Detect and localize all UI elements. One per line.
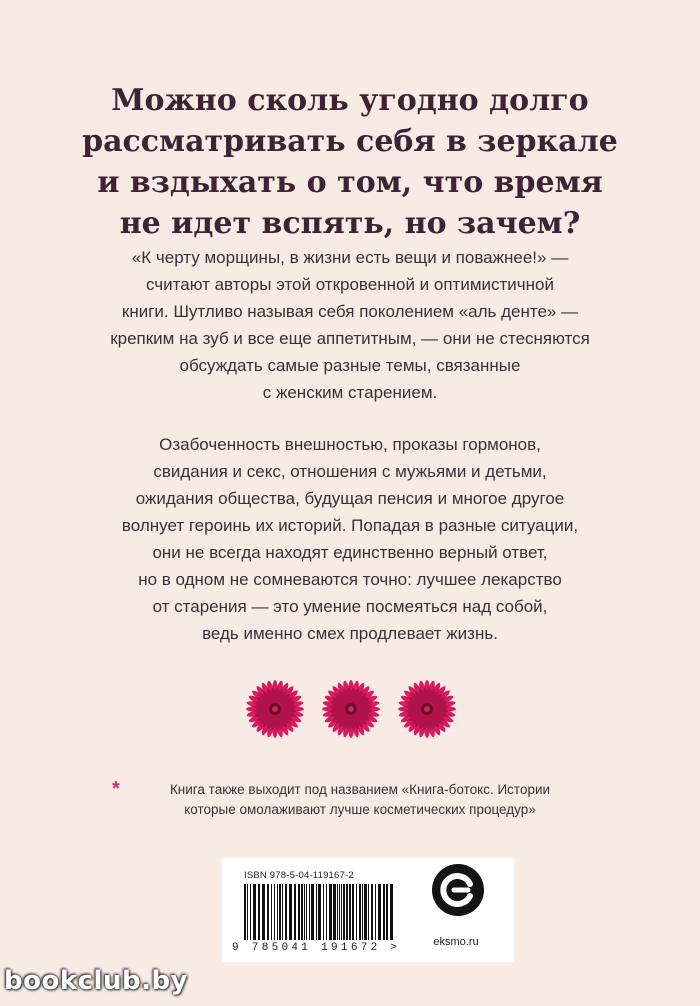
text-line: они не всегда находят единственно верный ответ, (152, 543, 548, 562)
headline-line: рассматривать себя в зеркале (82, 124, 618, 159)
note-line: Книга также выходит под названием «Книга-ботокс. Истории (169, 782, 551, 797)
alternate-title-note (100, 780, 620, 820)
publisher-logo (430, 862, 490, 923)
text-line: ведь именно смех продлевает жизнь. (202, 624, 498, 643)
text-line: крепким на зуб и все еще аппетитным, — они не стесняются (110, 329, 590, 348)
text-line: ожидания общества, будущая пенсия и многое другое (135, 489, 565, 508)
text-line: Озабоченность внешностью, проказы гормонов, (159, 435, 541, 454)
text-line: но в одном не сомневаются точно: лучшее лекарство (138, 570, 562, 589)
description-paragraph-2 (40, 431, 660, 647)
barcode-digits: 9 785041 191672 > (232, 942, 401, 954)
text-line: волнует героинь их историй. Попадая в разные ситуации, (121, 516, 579, 535)
flower-icon (398, 680, 456, 738)
headline-line: и вздыхать о том, что время (97, 165, 603, 200)
note-line: которые омолаживают лучше косметических процедур» (184, 802, 536, 817)
isbn-label: ISBN 978-5-04-119167-2 (244, 870, 354, 881)
eksmo-logo-icon (430, 862, 486, 918)
headline-line: не идет вспять, но зачем? (119, 206, 581, 241)
text-line: от старения — это умение посмеяться над собой, (152, 597, 548, 616)
text-line: считают авторы этой откровенной и оптимистичной (145, 275, 554, 294)
headline (60, 80, 640, 244)
headline-line: Можно сколь угодно долго (111, 83, 589, 118)
text-line: с женским старением. (262, 383, 438, 402)
text-line: свидания и секс, отношения с мужьями и детьми, (153, 462, 547, 481)
text-line: обсуждать самые разные темы, связанные (179, 356, 521, 375)
barcode-icon (244, 884, 394, 942)
description-paragraph-1 (40, 244, 660, 406)
flower-icon (246, 680, 304, 738)
text-line: книги. Шутливо называя себя поколением «аль денте» — (121, 302, 579, 321)
asterisk-icon: * (112, 778, 120, 800)
flower-icon (322, 680, 380, 738)
flower-decoration (246, 680, 456, 740)
publisher-site: eksmo.ru (433, 936, 479, 948)
watermark: bookclub.by (4, 966, 189, 996)
text-line: «К черту морщины, в жизни есть вещи и поважнее!» — (131, 248, 569, 267)
